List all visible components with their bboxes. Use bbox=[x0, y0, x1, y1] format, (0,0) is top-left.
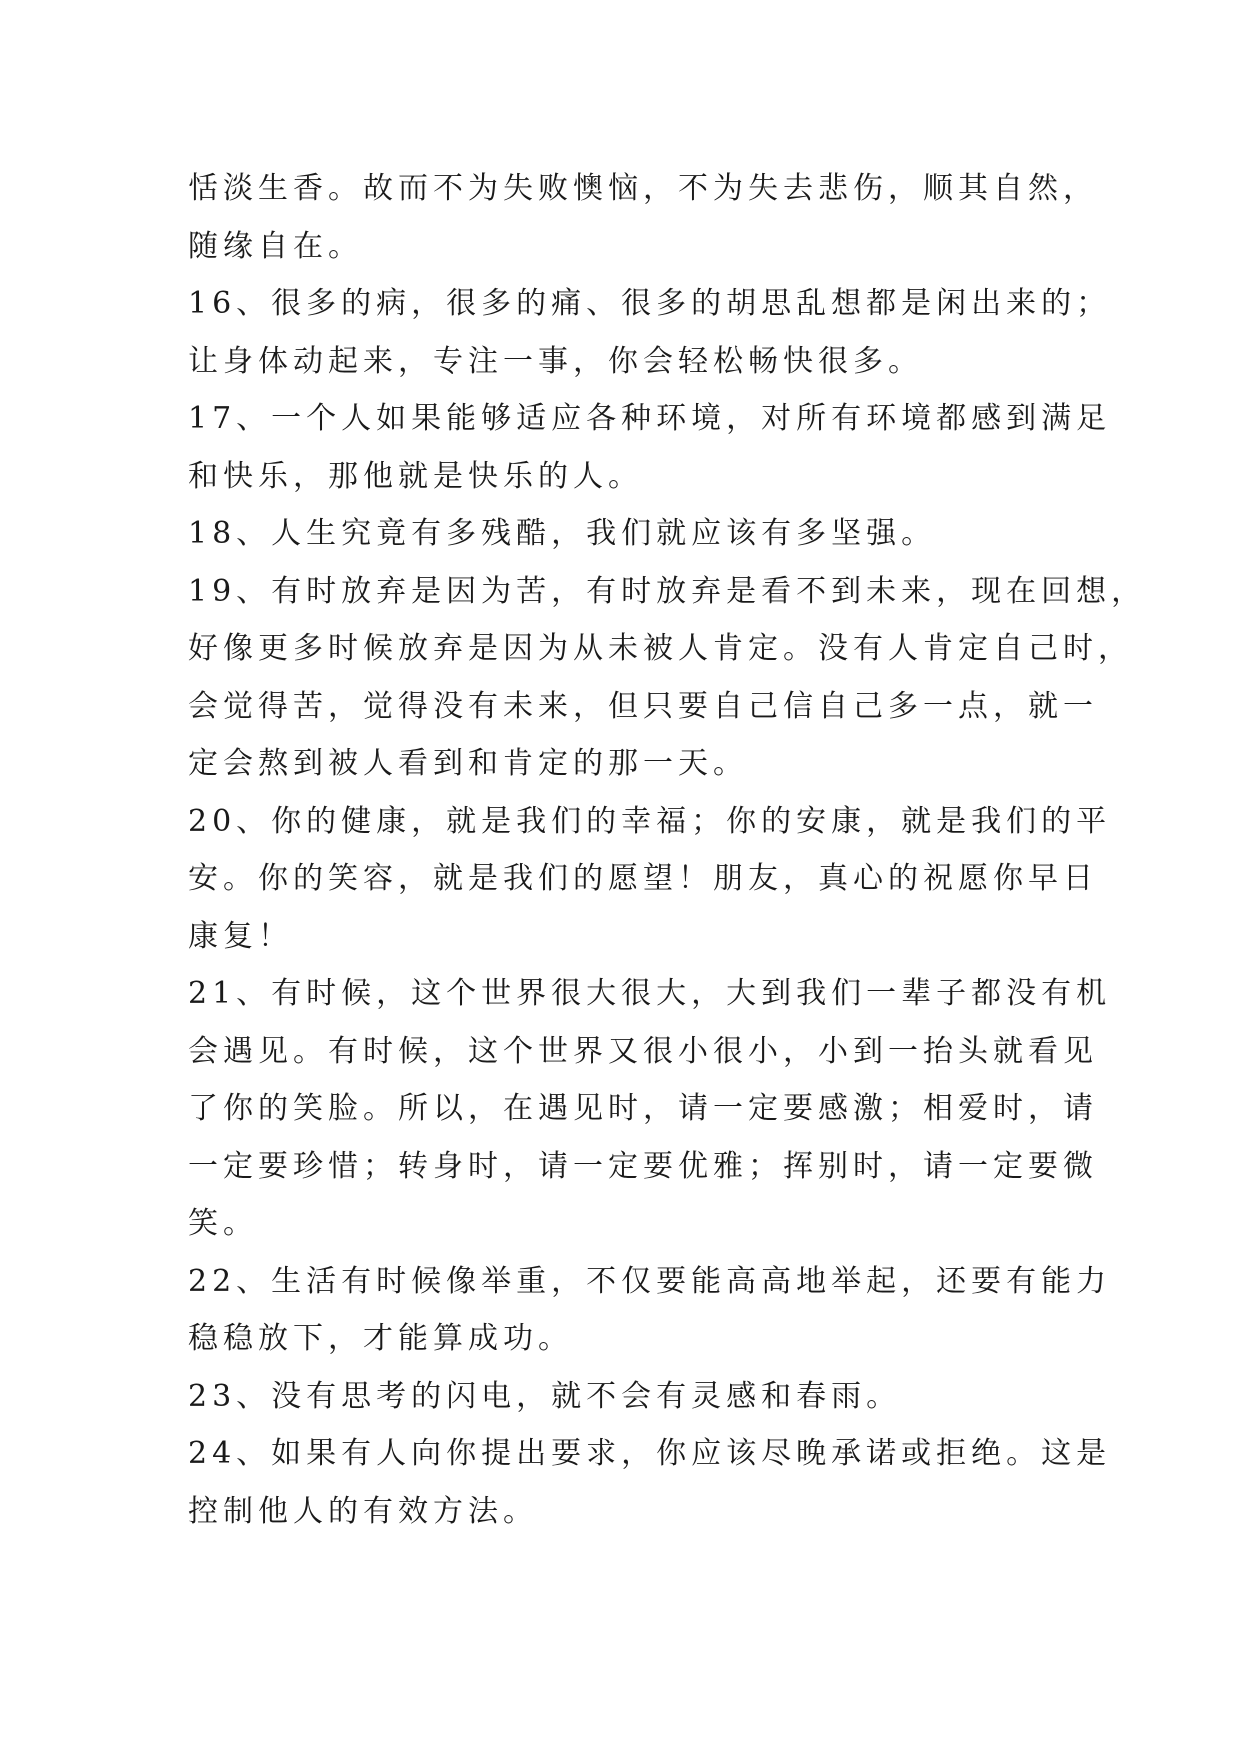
document-body bbox=[188, 160, 1147, 1540]
text-line: 了你的笑脸。所以，在遇见时，请一定要感激；相爱时，请 bbox=[188, 1091, 1098, 1126]
text-line: 康复！ bbox=[188, 918, 293, 954]
text-line: 会遇见。有时候，这个世界又很小很小，小到一抬头就看见 bbox=[188, 1033, 1098, 1069]
text-line: 控制他人的有效方法。 bbox=[188, 1493, 538, 1529]
text-line: 一定要珍惜；转身时，请一定要优雅；挥别时，请一定要微 bbox=[188, 1148, 1098, 1184]
text-line: 笑。 bbox=[188, 1206, 258, 1241]
text-line: 恬淡生香。故而不为失败懊恼，不为失去悲伤，顺其自然， bbox=[188, 171, 1098, 206]
text-line: 20、你的健康，就是我们的幸福；你的安康，就是我们的平 bbox=[188, 803, 1112, 839]
text-line: 会觉得苦，觉得没有未来，但只要自己信自己多一点，就一 bbox=[188, 688, 1098, 724]
text-line: 16、很多的病，很多的痛、很多的胡思乱想都是闲出来的； bbox=[188, 286, 1112, 321]
text-line: 19、有时放弃是因为苦，有时放弃是看不到未来，现在回想， bbox=[188, 573, 1147, 609]
text-line: 让身体动起来，专注一事，你会轻松畅快很多。 bbox=[188, 343, 923, 379]
text-line: 好像更多时候放弃是因为从未被人肯定。没有人肯定自己时， bbox=[188, 631, 1133, 666]
text-line: 安。你的笑容，就是我们的愿望！朋友，真心的祝愿你早日 bbox=[188, 861, 1098, 896]
text-line: 随缘自在。 bbox=[188, 228, 363, 264]
text-line: 24、如果有人向你提出要求，你应该尽晚承诺或拒绝。这是 bbox=[188, 1436, 1112, 1471]
text-line: 22、生活有时候像举重，不仅要能高高地举起，还要有能力 bbox=[188, 1263, 1112, 1299]
text-line: 稳稳放下，才能算成功。 bbox=[188, 1321, 573, 1356]
text-line: 21、有时候，这个世界很大很大，大到我们一辈子都没有机 bbox=[188, 976, 1112, 1011]
text-line: 17、一个人如果能够适应各种环境，对所有环境都感到满足 bbox=[188, 401, 1112, 436]
text-line: 18、人生究竟有多残酷，我们就应该有多坚强。 bbox=[188, 516, 937, 551]
text-line: 定会熬到被人看到和肯定的那一天。 bbox=[188, 746, 748, 781]
text-line: 23、没有思考的闪电，就不会有灵感和春雨。 bbox=[188, 1378, 902, 1414]
text-line: 和快乐，那他就是快乐的人。 bbox=[188, 458, 643, 494]
